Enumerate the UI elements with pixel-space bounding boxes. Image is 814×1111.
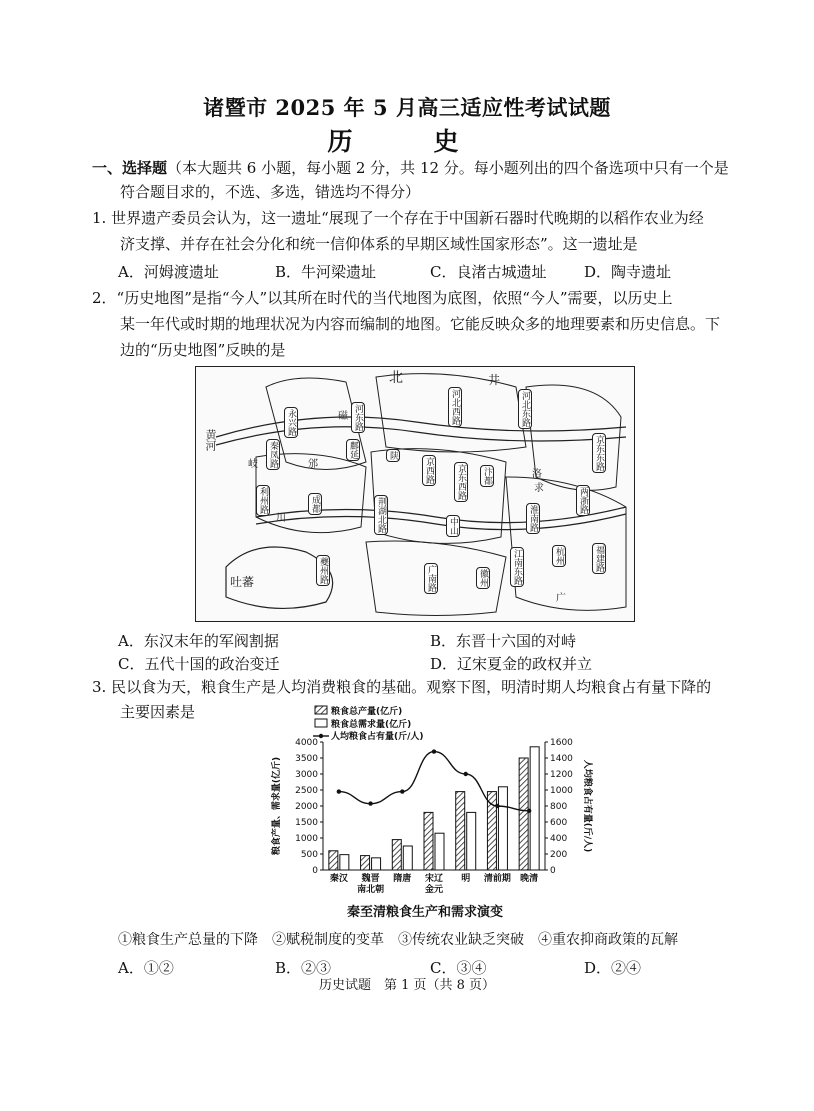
- map-cartouche-yongxing: 永兴路: [286, 409, 296, 436]
- map-label-bin: 邠: [308, 459, 318, 470]
- per-capita-point: [464, 772, 468, 776]
- map-label-north: 北: [389, 370, 403, 386]
- per-capita-point: [400, 789, 404, 793]
- q1-stem-1: 1. 世界遗产委员会认为，这一遗址“展现了一个存在于中国新石器时代晚期的以稻作农业为经: [92, 209, 704, 227]
- bar-demand: [530, 747, 539, 870]
- right-tick-label: 200: [550, 850, 568, 860]
- bar-production: [424, 812, 433, 870]
- x-tick-label: 清前期: [483, 874, 511, 884]
- right-tick-label: 1600: [550, 738, 573, 748]
- right-tick-label: 400: [550, 834, 568, 844]
- map-cartouche-huizhou: 徽州: [478, 569, 488, 587]
- q1-option-b[interactable]: B．牛河梁遗址: [275, 263, 377, 281]
- map-label-ci: 磁: [338, 411, 348, 422]
- bar-demand: [372, 858, 381, 870]
- map-cartouche-shan: 陕: [388, 451, 398, 460]
- map-cartouche-jinghu: 荆湖北路: [376, 497, 386, 533]
- map-cartouche-qinfeng: 秦凤路: [268, 441, 278, 468]
- map-cartouche-hebei-east: 河北东路: [520, 391, 530, 427]
- per-capita-point: [368, 801, 372, 805]
- map-label-tubo: 吐蕃: [230, 575, 255, 589]
- legend-swatch-production: [315, 706, 327, 714]
- page-footer: 历史试题 第 1 页（共 8 页）: [318, 978, 496, 993]
- per-capita-point: [527, 809, 531, 813]
- q1-option-a[interactable]: A．河姆渡遗址: [118, 263, 219, 281]
- map-label-chuan: 川: [276, 513, 286, 524]
- section-desc-1: （本大题共 6 小题，每小题 2 分，共 12 分。每小题列出的四个备选项中只有一个是: [167, 159, 729, 177]
- right-tick-label: 800: [550, 802, 568, 812]
- bar-production: [361, 856, 370, 870]
- left-tick-label: 1000: [295, 834, 318, 844]
- legend-label-per-capita: 人均粮食占有量(斤/人): [331, 732, 424, 742]
- x-tick-label: 南北朝: [357, 885, 385, 895]
- map-cartouche-hangzhou: 杭州: [554, 547, 564, 565]
- bar-production: [487, 792, 496, 870]
- left-axis-label: 粮食产量、需求量(亿斤): [272, 756, 282, 856]
- x-tick-label: 金元: [424, 885, 444, 895]
- left-tick-label: 3000: [295, 770, 318, 780]
- map-cartouche-jingdong-east: 京东东路: [594, 435, 604, 471]
- map-cartouche-jingxi: 京西路: [424, 457, 434, 484]
- q2-option-c[interactable]: C．五代十国的政治变迁: [118, 655, 280, 673]
- q3-option-c[interactable]: C．③④: [430, 959, 487, 977]
- map-cartouche-fuyan: 鄜延: [348, 441, 358, 459]
- bar-production: [456, 792, 465, 870]
- q2-option-b[interactable]: B．东晋十六国的对峙: [430, 632, 577, 650]
- left-tick-label: 2500: [295, 786, 318, 796]
- q1-stem-2: 济支撑、并存在社会分化和统一信仰体系的早期区域性国家形态”。这一遗址是: [120, 235, 638, 253]
- q3-option-d[interactable]: D．②④: [584, 959, 642, 977]
- map-cartouche-kuizhou: 夔州路: [318, 557, 328, 584]
- exam-title: 诸暨市 2025 年 5 月高三适应性考试试题: [203, 95, 611, 120]
- map-cartouche-jingdong-west: 京东西路: [456, 464, 466, 500]
- per-capita-point: [495, 804, 499, 808]
- q3-option-a[interactable]: A．①②: [118, 959, 174, 977]
- legend-label-demand: 粮食总需求量(亿斤): [331, 720, 412, 730]
- q3-option-b[interactable]: B．②③: [275, 959, 332, 977]
- right-tick-label: 1200: [550, 770, 573, 780]
- bar-demand: [435, 833, 444, 870]
- q3-choices: ①粮食生产总量的下降 ②赋税制度的变革 ③传统农业缺乏突破 ④重农抑商政策的瓦解: [118, 932, 678, 948]
- map-cartouche-liangzhe: 两浙路: [578, 487, 588, 514]
- bar-demand: [498, 787, 507, 870]
- map-label-guang: 广: [556, 593, 566, 604]
- q2-stem-3: 边的“历史地图”反映的是: [120, 341, 286, 359]
- bar-demand: [340, 855, 349, 870]
- map-cartouche-zhongshan: 中山: [448, 517, 458, 535]
- per-capita-point: [337, 789, 341, 793]
- section-label: 一、选择题: [92, 159, 168, 177]
- grain-chart-svg: [255, 700, 595, 925]
- left-tick-label: 1500: [295, 818, 318, 828]
- per-capita-point: [432, 749, 436, 753]
- q3-stem-1: 3. 民以食为天，粮食生产是人均消费粮食的基础。观察下图，明清时期人均粮食占有量下降的: [92, 678, 712, 696]
- map-label-jing: 井: [488, 373, 501, 387]
- map-cartouche-huainan: 淮南路: [528, 505, 538, 532]
- x-tick-label: 明: [461, 874, 471, 884]
- bar-production: [329, 851, 338, 870]
- right-tick-label: 0: [550, 866, 556, 876]
- subject-title: 历 史: [327, 127, 487, 156]
- section-header: [92, 158, 729, 178]
- q2-stem-2: 某一年代或时期的地理状况为内容而编制的地图。它能反映众多的地理要素和历史信息。下: [120, 315, 721, 333]
- map-label-qiu: 求: [534, 483, 544, 494]
- historical-map: [195, 366, 635, 622]
- right-tick-label: 1000: [550, 786, 573, 796]
- left-tick-label: 4000: [295, 738, 318, 748]
- q2-option-d[interactable]: D．辽宋夏金的政权并立: [430, 655, 593, 673]
- map-cartouche-lizhou: 利州路: [258, 487, 268, 514]
- left-tick-label: 3500: [295, 754, 318, 764]
- left-tick-label: 2000: [295, 802, 318, 812]
- legend-swatch-demand: [315, 719, 327, 727]
- x-tick-label: 晚清: [520, 874, 539, 884]
- x-tick-label: 隋唐: [393, 874, 412, 884]
- map-label-qi: 岐: [248, 459, 258, 470]
- map-cartouche-hedong: 河东路: [353, 404, 363, 431]
- map-cartouche-guangnan: 广南路: [426, 565, 436, 592]
- x-tick-label: 秦汉: [329, 874, 348, 884]
- q2-stem-1: 2．“历史地图”是指“今人”以其所在时代的当代地图为底图，依照“今人”需要，以历史上: [92, 289, 673, 307]
- left-tick-label: 0: [312, 866, 318, 876]
- right-axis-label: 人均粮食占有量(斤/人): [582, 759, 592, 853]
- q3-stem-2: 主要因素是: [120, 703, 196, 721]
- bar-demand: [467, 812, 476, 870]
- left-tick-label: 500: [300, 850, 318, 860]
- x-tick-label: 魏晋: [361, 874, 380, 884]
- q2-option-a[interactable]: A．东汉末年的军阀割据: [118, 632, 279, 650]
- map-label-huanghe: 黄河: [204, 429, 217, 451]
- map-cartouche-bianjing: 汴都: [482, 467, 492, 485]
- chart-title: 秦至清粮食生产和需求演变: [346, 905, 504, 920]
- x-tick-label: 宋辽: [424, 874, 444, 884]
- right-tick-label: 600: [550, 818, 568, 828]
- bar-demand: [403, 846, 412, 870]
- map-cartouche-chengdu: 成都: [310, 495, 320, 513]
- right-tick-label: 1400: [550, 754, 573, 764]
- bar-production: [392, 840, 401, 870]
- map-label-luo: 洛: [532, 469, 542, 480]
- q1-option-d[interactable]: D．陶寺遗址: [584, 263, 672, 281]
- legend-swatch-marker: [319, 734, 323, 738]
- section-desc-2: 符合题目求的，不选、多选，错选均不得分）: [120, 183, 421, 201]
- q1-option-c[interactable]: C．良渚古城遗址: [430, 263, 547, 281]
- bar-production: [519, 758, 528, 870]
- legend-label-production: 粮食总产量(亿斤): [331, 707, 403, 717]
- map-cartouche-jiangnan: 江南东路: [512, 549, 522, 585]
- map-cartouche-hebei-west: 河北西路: [450, 389, 460, 425]
- grain-chart: [255, 700, 595, 925]
- map-cartouche-fujian: 福建路: [594, 545, 604, 572]
